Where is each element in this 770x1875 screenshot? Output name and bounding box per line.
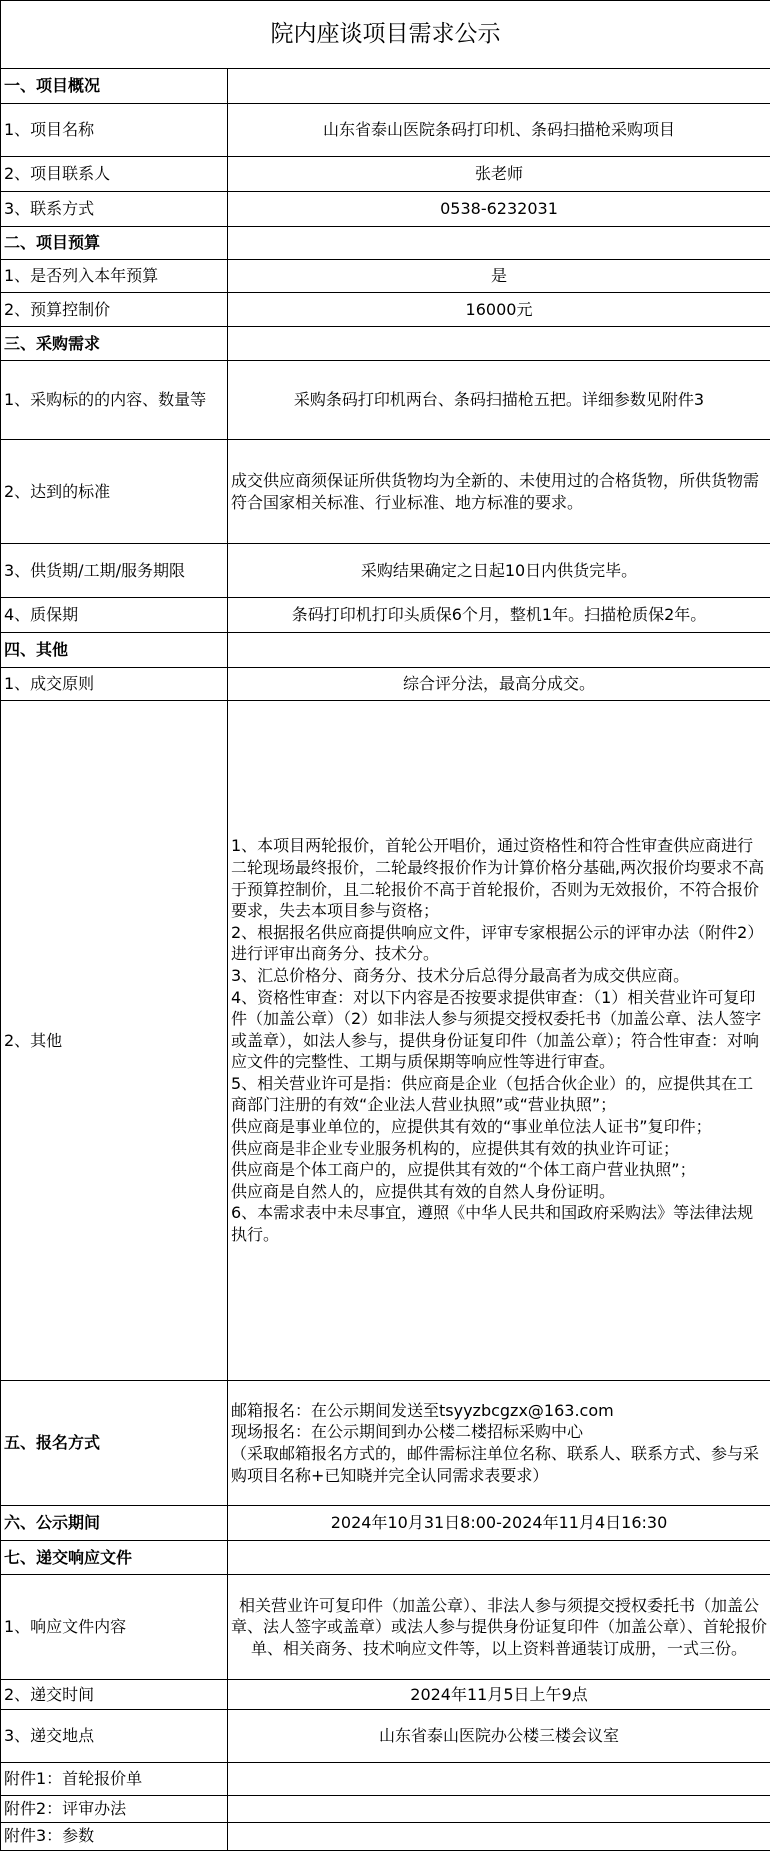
row-label: 附件1：首轮报价单: [1, 1763, 228, 1796]
section-heading: 一、项目概况: [1, 69, 228, 104]
row-value: 2024年11月5日上午9点: [228, 1680, 770, 1710]
row-value: [228, 227, 770, 260]
value-paragraph: 4、资格性审查：对以下内容是否按要求提供审查：（1）相关营业许可复印件（加盖公章）（2）如非法人参与须提交授权委托书（加盖公章、法人签字或盖章），如法人参与，提供身份证复印件（加盖公章）；符合性审查：对响应文件的完整性、工期与质保期等响应性等进行审查。: [231, 987, 762, 1072]
table-row: [1, 440, 770, 544]
row-value: 2024年10月31日8:00-2024年11月4日16:30: [228, 1506, 770, 1541]
table-row: [1, 361, 770, 440]
row-label: 2、递交时间: [1, 1680, 228, 1710]
row-value: 相关营业许可复印件（加盖公章）、非法人参与须提交授权委托书（加盖公章、法人签字或盖章）或法人参与提供身份证复印件（加盖公章）、首轮报价单、相关商务、技术响应文件等，以上资料普通装订成册，一式三份。: [228, 1575, 770, 1680]
table-row: [1, 701, 770, 1381]
section-heading: 二、项目预算: [1, 227, 228, 260]
row-value: [228, 327, 770, 361]
value-paragraph: 1、本项目两轮报价，首轮公开唱价，通过资格性和符合性审查供应商进行二轮现场最终报价，二轮最终报价作为计算价格分基础,两次报价均要求不高于预算控制价，且二轮报价不高于首轮报价，否则为无效报价，不符合报价要求，失去本项目参与资格；: [231, 836, 765, 921]
row-value: 张老师: [228, 157, 770, 192]
section-row: [1, 69, 770, 104]
value-paragraph: （采取邮箱报名方式的，邮件需标注单位名称、联系人、联系方式、参与采购项目名称+已知晓并完全认同需求表要求）: [231, 1444, 760, 1485]
row-label: 1、采购标的的内容、数量等: [1, 361, 228, 440]
row-value: 山东省泰山医院条码打印机、条码扫描枪采购项目: [228, 104, 770, 157]
row-value: 采购条码打印机两台、条码扫描枪五把。详细参数见附件3: [228, 361, 770, 440]
value-paragraph: 供应商是非企业专业服务机构的，应提供其有效的执业许可证；: [231, 1138, 680, 1158]
value-paragraph: 5、相关营业许可是指：供应商是企业（包括合伙企业）的，应提供其在工商部门注册的有效“企业法人营业执照”或“营业执照”；: [231, 1073, 754, 1115]
value-paragraph: 供应商是个体工商户的，应提供其有效的“个体工商户营业执照”；: [231, 1160, 696, 1180]
row-label: 1、项目名称: [1, 104, 228, 157]
row-value: 条码打印机打印头质保6个月，整机1年。扫描枪质保2年。: [228, 598, 770, 633]
table-row: [1, 1822, 770, 1850]
row-label: 3、供货期/工期/服务期限: [1, 544, 228, 598]
section-heading: 四、其他: [1, 633, 228, 668]
row-value: [228, 1381, 770, 1506]
row-value: 16000元: [228, 293, 770, 327]
table-row: [1, 1680, 770, 1710]
row-label: 2、达到的标准: [1, 440, 228, 544]
section-row: [1, 1541, 770, 1575]
table-row: [1, 157, 770, 192]
row-label: 4、质保期: [1, 598, 228, 633]
row-value: 成交供应商须保证所供货物均为全新的、未使用过的合格货物，所供货物需符合国家相关标准、行业标准、地方标准的要求。: [228, 440, 770, 544]
row-value: [228, 69, 770, 104]
title-row: [1, 1, 770, 69]
section-heading: 六、公示期间: [1, 1506, 228, 1541]
table-row: [1, 1710, 770, 1763]
value-paragraph: 供应商是事业单位的，应提供其有效的“事业单位法人证书”复印件；: [231, 1117, 712, 1137]
row-value: 0538-6232031: [228, 192, 770, 227]
row-value: [228, 633, 770, 668]
row-value: [228, 1822, 770, 1850]
row-value: 综合评分法，最高分成交。: [228, 668, 770, 701]
section-heading: 五、报名方式: [1, 1381, 228, 1506]
table-row: [1, 668, 770, 701]
row-value: 山东省泰山医院办公楼三楼会议室: [228, 1710, 770, 1763]
table-row: [1, 1796, 770, 1823]
row-value: [228, 1541, 770, 1575]
table-row: [1, 1763, 770, 1796]
section-heading: 三、采购需求: [1, 327, 228, 361]
row-label: 2、其他: [1, 701, 228, 1381]
value-paragraph: 2、根据报名供应商提供响应文件，评审专家根据公示的评审办法（附件2）进行评审出商务分、技术分。: [231, 922, 764, 964]
section-row: [1, 1381, 770, 1506]
row-label: 附件3：参数: [1, 1822, 228, 1850]
table-row: [1, 192, 770, 227]
row-label: 1、响应文件内容: [1, 1575, 228, 1680]
row-value: [228, 701, 770, 1381]
row-label: 3、联系方式: [1, 192, 228, 227]
table-row: [1, 544, 770, 598]
table-row: [1, 598, 770, 633]
row-label: 2、项目联系人: [1, 157, 228, 192]
row-value: [228, 1796, 770, 1823]
page-title: 院内座谈项目需求公示: [1, 1, 770, 69]
section-heading: 七、递交响应文件: [1, 1541, 228, 1575]
table-row: [1, 260, 770, 293]
value-paragraph: 供应商是自然人的，应提供其有效的自然人身份证明。: [231, 1181, 616, 1201]
section-row: [1, 227, 770, 260]
section-row: [1, 633, 770, 668]
value-paragraph: 现场报名：在公示期间到办公楼二楼招标采购中心: [231, 1422, 584, 1442]
section-row: [1, 327, 770, 361]
table-row: [1, 1575, 770, 1680]
value-paragraph: 6、本需求表中未尽事宜，遵照《中华人民共和国政府采购法》等法律法规执行。: [231, 1203, 754, 1245]
table-row: [1, 104, 770, 157]
row-label: 1、是否列入本年预算: [1, 260, 228, 293]
row-value: [228, 1763, 770, 1796]
row-label: 附件2：评审办法: [1, 1796, 228, 1823]
value-paragraph: 3、汇总价格分、商务分、技术分后总得分最高者为成交供应商。: [231, 965, 690, 985]
row-value: 是: [228, 260, 770, 293]
row-value: 采购结果确定之日起10日内供货完毕。: [228, 544, 770, 598]
table-row: [1, 293, 770, 327]
section-row: [1, 1506, 770, 1541]
row-label: 1、成交原则: [1, 668, 228, 701]
row-label: 2、预算控制价: [1, 293, 228, 327]
row-label: 3、递交地点: [1, 1710, 228, 1763]
value-paragraph: 邮箱报名：在公示期间发送至tsyyzbcgzx@163.com: [231, 1400, 614, 1420]
